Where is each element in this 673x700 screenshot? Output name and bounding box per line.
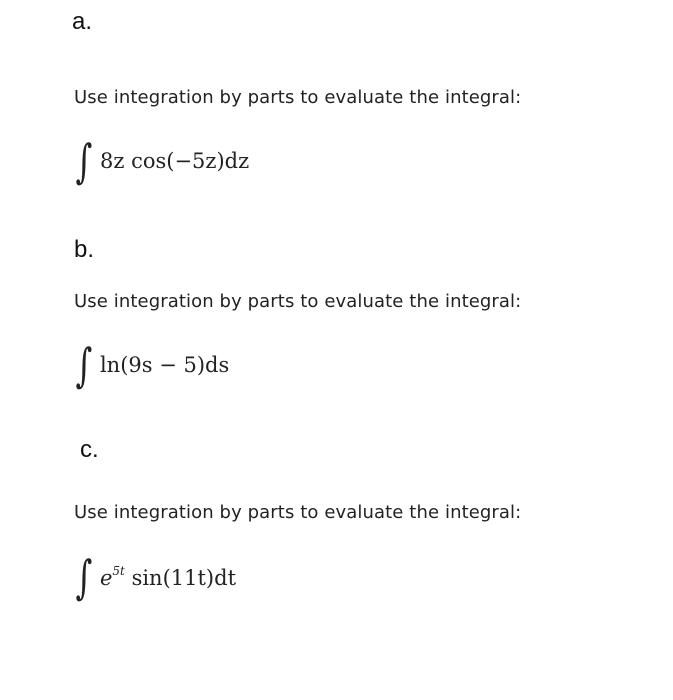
integrand-exponent: 5t xyxy=(112,564,125,578)
problem-a-integrand xyxy=(100,149,249,173)
integrand-rest: sin(11t)dt xyxy=(131,566,237,590)
problem-a-label: a. xyxy=(72,8,93,35)
problem-c-integrand xyxy=(100,564,236,590)
problem-c-label: c. xyxy=(80,436,99,463)
problem-a-prompt: Use integration by parts to evaluate the integral: xyxy=(74,87,522,108)
problem-c-prompt: Use integration by parts to evaluate the integral: xyxy=(74,502,522,523)
integral-sign-icon: ∫ xyxy=(75,550,93,604)
problem-c-integral xyxy=(72,550,237,604)
problem-b-integral xyxy=(72,338,230,392)
integral-sign-icon: ∫ xyxy=(75,338,93,392)
problem-b-label: b. xyxy=(74,236,95,263)
integral-sign-icon: ∫ xyxy=(75,134,93,188)
integrand-text: 8z cos(−5z)dz xyxy=(99,149,250,173)
integrand-base: e xyxy=(99,566,113,590)
problem-a-integral xyxy=(72,134,250,188)
problem-b-integrand: ln(9s − 5)ds xyxy=(99,353,230,377)
problem-b-prompt: Use integration by parts to evaluate the integral: xyxy=(74,291,522,312)
